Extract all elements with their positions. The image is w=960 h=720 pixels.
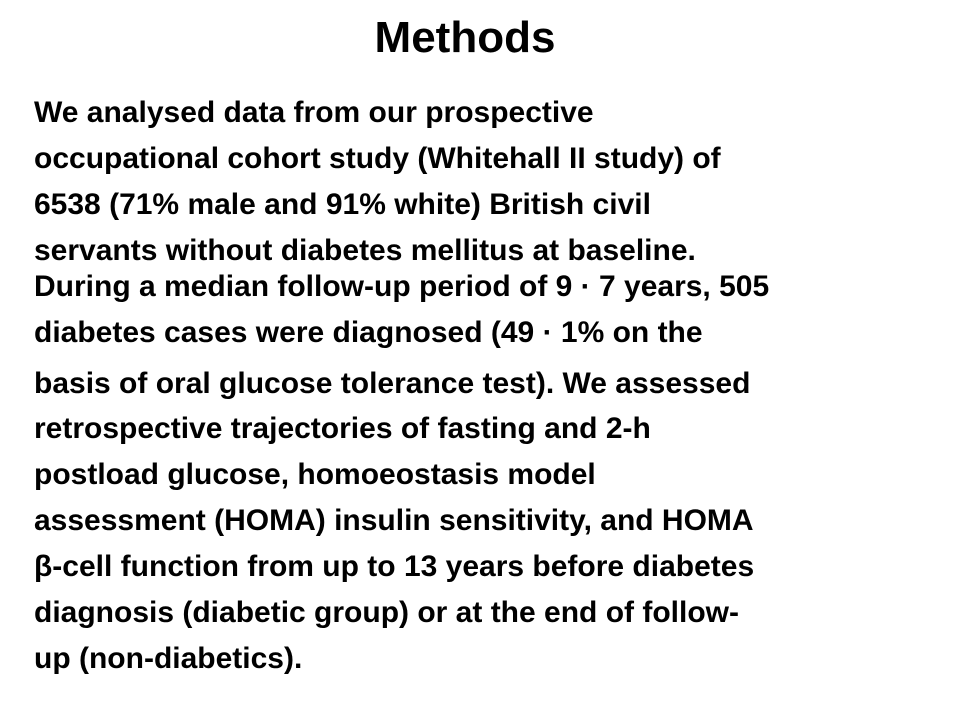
text-line: retrospective trajectories of fasting and 2-h	[34, 412, 651, 445]
text-line: basis of oral glucose tolerance test). We assessed	[34, 367, 751, 400]
text-line: postload glucose, homoeostasis model	[34, 458, 596, 491]
text-line: assessment (HOMA) insulin sensitivity, and HOMA	[34, 504, 754, 537]
text-line: up (non-diabetics).	[34, 642, 303, 675]
text-line: We analysed data from our prospective	[34, 96, 594, 129]
text-line: β-cell function from up to 13 years before diabetes	[34, 550, 755, 583]
text-line: occupational cohort study (Whitehall II study) of	[34, 142, 721, 175]
text-line: During a median follow-up period of 9 · 7 years, 505	[34, 270, 770, 303]
slide-title: Methods	[374, 13, 556, 62]
methods-paragraph-1	[34, 90, 954, 274]
text-line: servants without diabetes mellitus at baseline.	[34, 234, 696, 267]
methods-paragraph-2	[34, 264, 954, 682]
text-line: diabetes cases were diagnosed (49 · 1% on the	[34, 316, 703, 349]
text-line: 6538 (71% male and 91% white) British civil	[34, 188, 651, 221]
text-line: diagnosis (diabetic group) or at the end of follow-	[34, 596, 739, 629]
